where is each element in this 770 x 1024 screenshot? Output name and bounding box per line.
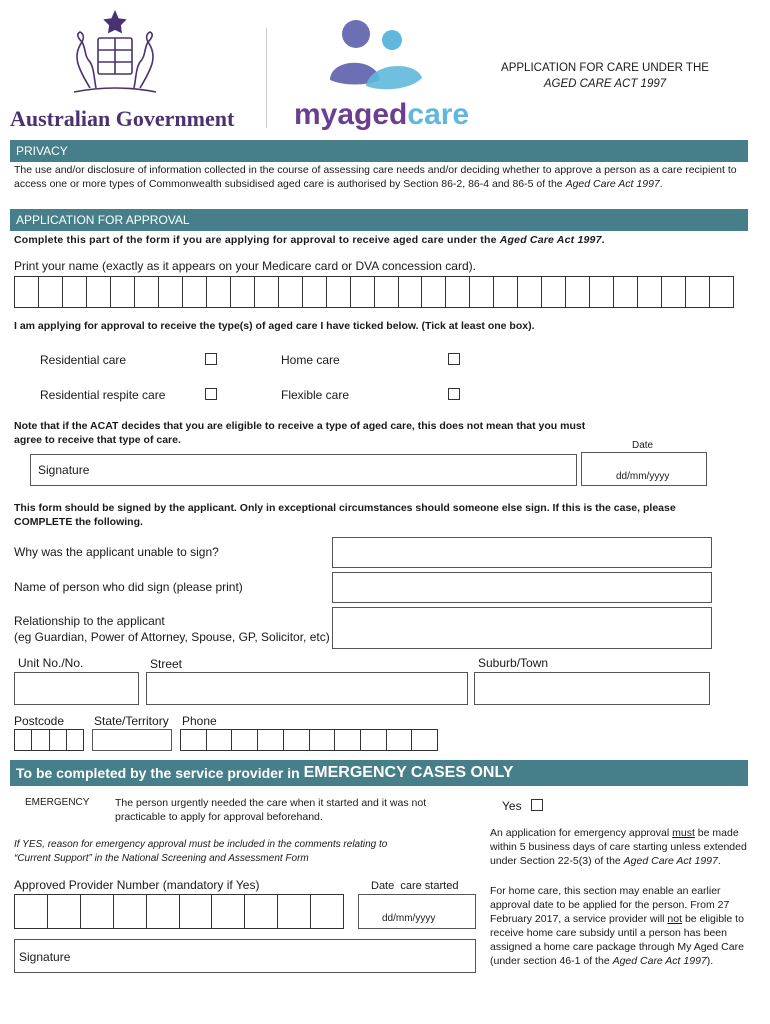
info1-act: Aged Care Act 1997 [623,855,718,867]
brand-prefix: my [294,98,338,131]
residential-care-checkbox[interactable] [205,353,217,365]
info2-act: Aged Care Act 1997 [612,955,707,967]
emergency-info-2 [490,884,750,968]
provider-number-boxes[interactable] [14,894,344,929]
emergency-info-1 [490,826,750,868]
phone-boxes[interactable] [180,729,438,751]
approval-instruction [14,233,744,247]
date-placeholder: dd/mm/yyyy [616,471,670,482]
info1-end: . [717,855,721,867]
home-care-checkbox[interactable] [448,353,460,365]
date-field[interactable] [581,452,707,486]
emergency-heading-prefix: To be completed by the service provider in [16,765,304,781]
form-title-line2: AGED CARE ACT 1997 [543,78,667,90]
suburb-field[interactable] [474,672,710,705]
myagedcare-wordmark [294,98,469,132]
relationship-field[interactable] [332,607,712,649]
street-label: Street [150,657,183,671]
respite-care-label: Residential respite care [40,388,166,402]
emergency-heading [10,760,748,786]
person-name-field[interactable] [332,572,712,603]
form-title-line1: APPLICATION FOR CARE UNDER THE [501,62,709,74]
privacy-text-body: The use and/or disclosure of information collected in the course of assessing care needs and/or deciding whether to approve a person as a care recipient to access one or more types of Commonwealth subsidised aged care is authorised by Section 86-2, 86-4 and 86-5 of the [14,164,737,190]
approval-instruction-end: . [601,234,605,246]
date-label: Date [632,440,654,451]
signature-field[interactable] [30,454,577,486]
emergency-desc: The person urgently needed the care when it started and it was not practicable to apply for approval beforehand. [115,797,427,823]
privacy-act: Aged Care Act 1997 [565,178,660,190]
info2-not: not [667,913,683,925]
provider-number-label: Approved Provider Number (mandatory if Yes) [14,878,260,892]
date-started-placeholder: dd/mm/yyyy [382,913,436,924]
acat-note: Note that if the ACAT decides that you are eligible to receive a type of aged care, this does not mean that you must agree to receive that type of care. [14,420,586,446]
brand-mid: aged [337,98,408,131]
date-started-field[interactable] [358,894,476,929]
postcode-boxes[interactable] [14,729,84,751]
crest-logo [60,8,170,103]
myagedcare-logo-graphic [326,16,426,96]
info1-must: must [672,827,695,839]
emergency-yes-checkbox[interactable] [531,799,543,811]
approval-heading: APPLICATION FOR APPROVAL [10,209,748,231]
relationship-label-line2: (eg Guardian, Power of Attorney, Spouse, GP, Solicitor, etc) [14,630,330,644]
home-care-label: Home care [281,353,340,367]
suburb-label: Suburb/Town [478,656,549,670]
yes-label: Yes [502,799,522,813]
state-label: State/Territory [94,714,169,728]
privacy-text [14,163,744,191]
relationship-label-line1: Relationship to the applicant [14,614,165,628]
name-character-boxes[interactable] [14,276,734,308]
gov-name: Australian Government [10,106,235,131]
emergency-label: EMERGENCY [25,797,90,808]
emergency-signature-field[interactable] [14,939,476,973]
phone-label: Phone [182,714,217,728]
residential-care-label: Residential care [40,353,127,367]
approval-instruction-act: Aged Care Act 1997 [499,234,602,246]
privacy-text-end: . [659,178,663,190]
brand-suffix: care [407,98,470,131]
form-title [460,60,750,92]
relationship-label [14,613,330,645]
state-field[interactable] [92,729,172,751]
header-divider [266,28,267,128]
why-unable-label: Why was the applicant unable to sign? [14,545,219,559]
flexible-care-checkbox[interactable] [448,388,460,400]
person-name-label: Name of person who did sign (please print) [14,580,243,594]
postcode-label: Postcode [14,714,65,728]
emergency-heading-emphasis: EMERGENCY CASES ONLY [303,764,514,781]
unit-no-label: Unit No./No. [18,656,84,670]
sign-note: This form should be signed by the applicant. Only in exceptional circumstances should someone else sign. If this is the case, please COMPLETE the following. [14,502,676,528]
flexible-care-label: Flexible care [281,388,350,402]
approval-instruction-text: Complete this part of the form if you are applying for approval to receive aged care under the [14,234,500,246]
street-field[interactable] [146,672,468,705]
why-unable-field[interactable] [332,537,712,568]
date-started-label: Date care started [371,880,459,892]
care-types-label: I am applying for approval to receive the type(s) of aged care I have ticked below. (Tick at least one box). [14,320,535,332]
unit-no-field[interactable] [14,672,139,705]
privacy-heading: PRIVACY [10,140,748,162]
info2-text-b: be eligible to receive home care subsidy until a person has been assigned a home care package through My Aged Care (under section 46-1 of the [490,913,744,967]
reason-note: If YES, reason for emergency approval must be included in the comments relating to “Current Support” in the National Screening and Assessment Form [14,839,388,864]
info2-text-a: For home care, this section may enable an earlier approval date to be applied for the person. From 27 February 2017, a service provider will [490,885,730,925]
info1-text-a: An application for emergency approval [490,827,673,839]
print-name-label: Print your name (exactly as it appears on your Medicare card or DVA concession card). [14,259,476,273]
respite-care-checkbox[interactable] [205,388,217,400]
emergency-signature-label: Signature [19,950,71,964]
info1-text-b: be made within 5 business days of care starting unless extended under Section 22-5(3) of the [490,827,747,867]
info2-end: ). [706,955,714,967]
signature-label: Signature [38,463,90,477]
